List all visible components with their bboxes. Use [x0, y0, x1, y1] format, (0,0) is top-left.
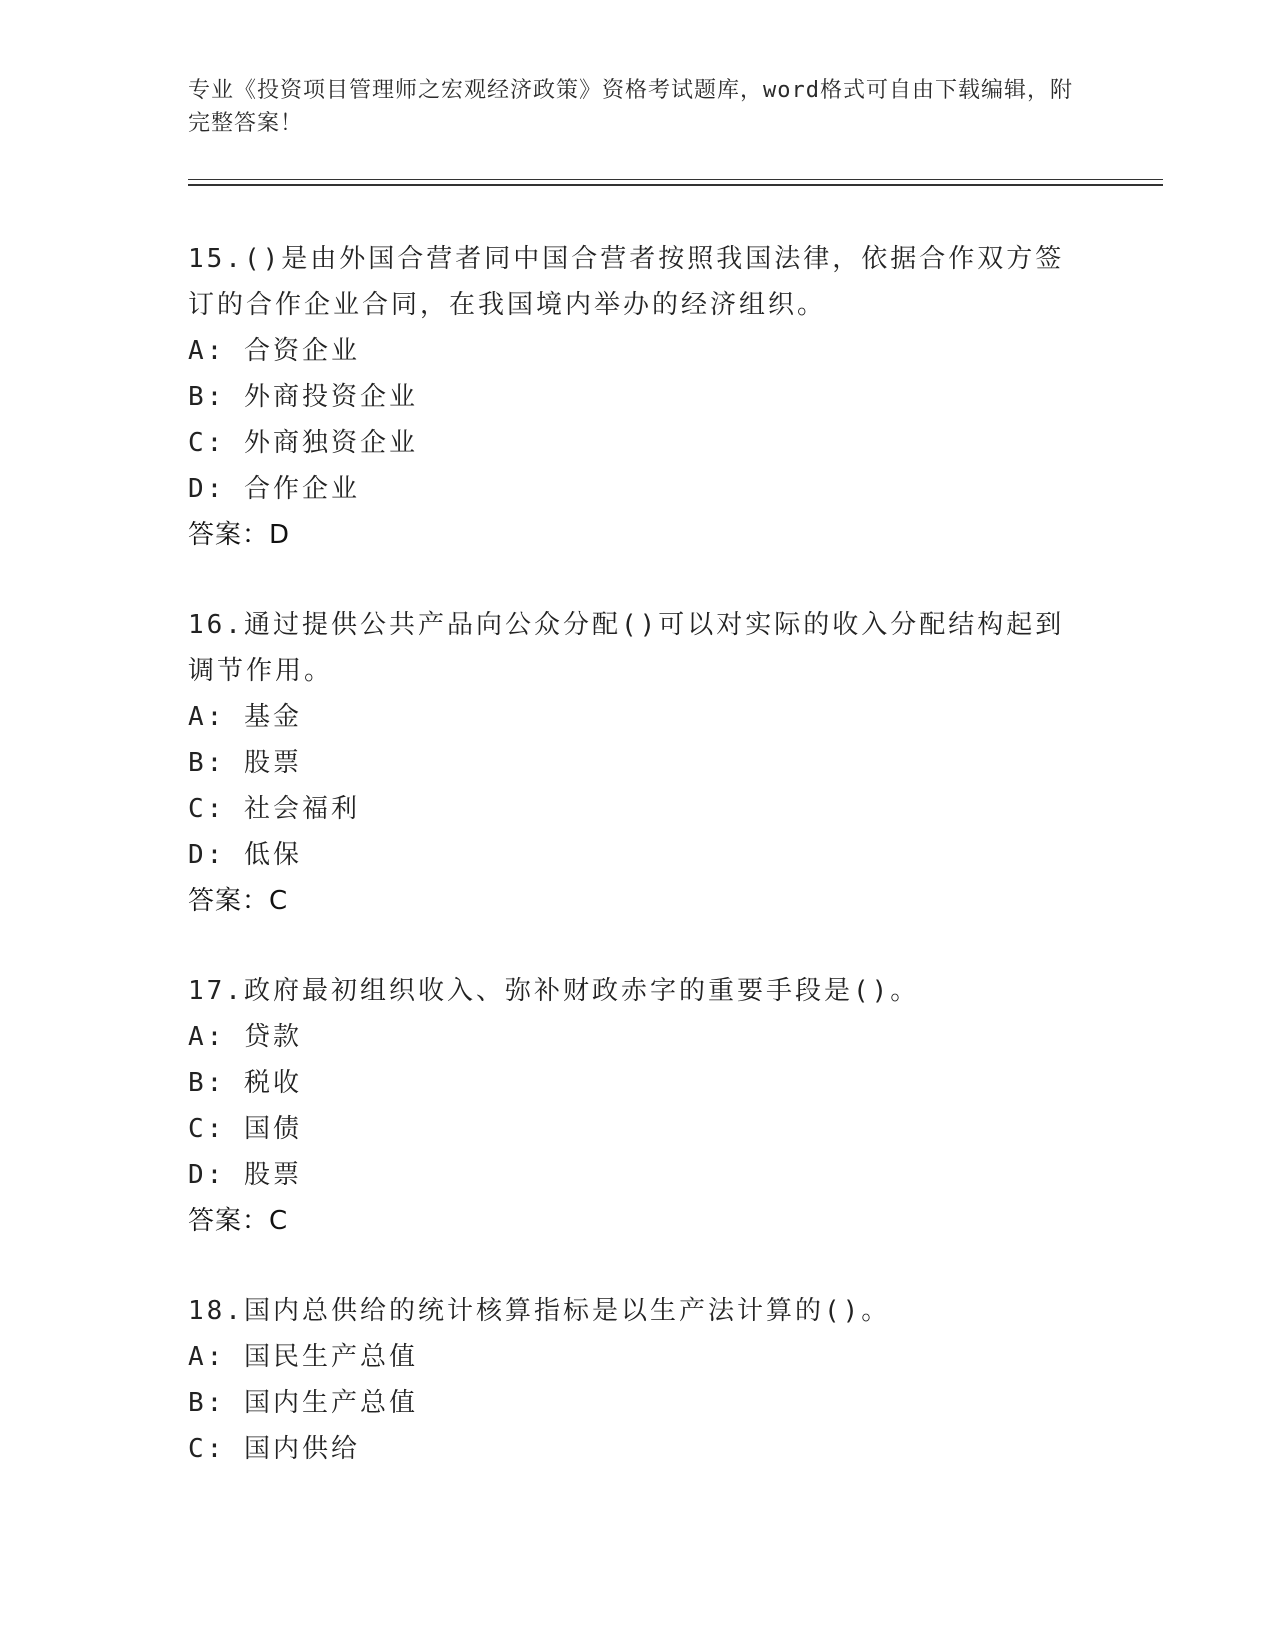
- option-c: C: 国内供给: [188, 1434, 360, 1464]
- question-17: [188, 968, 1088, 1244]
- question-stem: 16.通过提供公共产品向公众分配()可以对实际的收入分配结构起到调节作用。: [188, 610, 1065, 686]
- question-list: [188, 236, 1088, 1516]
- option-b: B: 税收: [188, 1068, 302, 1098]
- option-a: A: 基金: [188, 702, 302, 732]
- option-d: D: 低保: [188, 840, 302, 870]
- answer: 答案：C: [188, 1206, 289, 1236]
- option-d: D: 合作企业: [188, 474, 360, 504]
- header-divider-thick: [188, 184, 1163, 186]
- answer: 答案：C: [188, 886, 289, 916]
- question-16: [188, 602, 1088, 924]
- option-d: D: 股票: [188, 1160, 302, 1190]
- option-a: A: 国民生产总值: [188, 1342, 418, 1372]
- question-stem: 17.政府最初组织收入、弥补财政赤字的重要手段是()。: [188, 976, 920, 1006]
- option-b: B: 外商投资企业: [188, 382, 418, 412]
- document-header: 专业《投资项目管理师之宏观经济政策》资格考试题库，word格式可自由下载编辑，附完整答案！: [188, 78, 1073, 136]
- header-divider-thin: [188, 179, 1163, 180]
- option-a: A: 贷款: [188, 1022, 302, 1052]
- question-stem: 18.国内总供给的统计核算指标是以生产法计算的()。: [188, 1296, 891, 1326]
- question-15: [188, 236, 1088, 558]
- option-c: C: 社会福利: [188, 794, 360, 824]
- question-stem: 15.()是由外国合营者同中国合营者按照我国法律，依据合作双方签订的合作企业合同，在我国境内举办的经济组织。: [188, 244, 1065, 320]
- question-18: [188, 1288, 1088, 1472]
- option-a: A: 合资企业: [188, 336, 360, 366]
- option-c: C: 外商独资企业: [188, 428, 418, 458]
- option-b: B: 国内生产总值: [188, 1388, 418, 1418]
- option-b: B: 股票: [188, 748, 302, 778]
- option-c: C: 国债: [188, 1114, 302, 1144]
- answer: 答案：D: [188, 520, 291, 550]
